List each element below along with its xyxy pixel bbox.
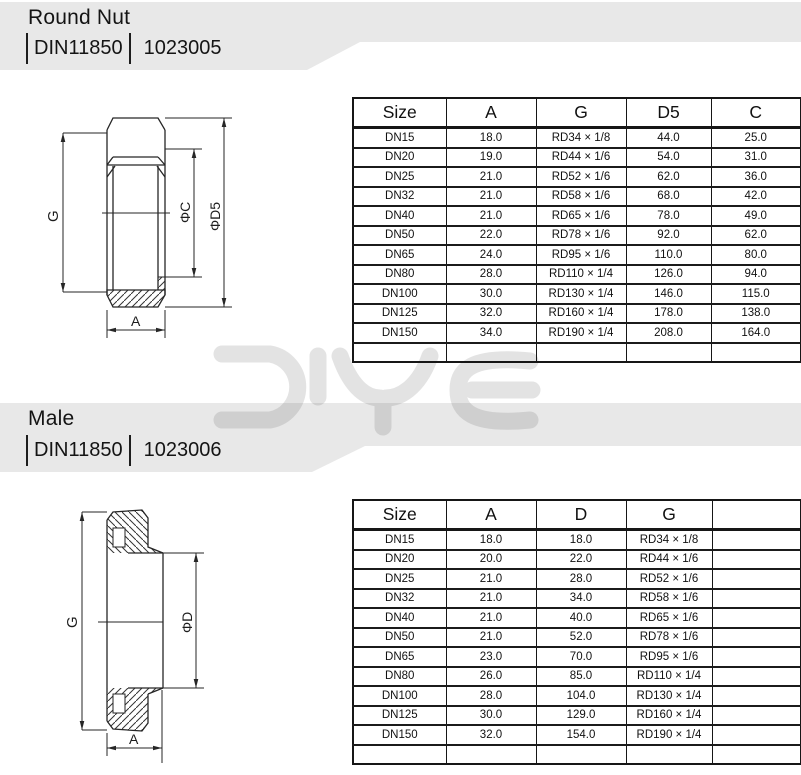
cell-d5: 62.0 <box>626 167 711 187</box>
cell-g: RD110 × 1/4 <box>536 265 626 285</box>
page-title: Round Nut <box>28 6 131 29</box>
cell-g: RD78 × 1/6 <box>536 226 626 246</box>
cell-c: 62.0 <box>711 226 801 246</box>
cell-d5: 110.0 <box>626 245 711 265</box>
cell-a: 20.0 <box>446 550 536 570</box>
cell-a: 18.0 <box>446 128 536 148</box>
cell-size: DN25 <box>353 167 446 187</box>
dim-label-d: ΦD <box>179 611 195 633</box>
cell-a: 18.0 <box>446 530 536 550</box>
col-header-a: A <box>446 98 536 128</box>
product-code-line <box>26 33 227 64</box>
col-header-d: D <box>536 500 626 530</box>
cell-d5: 68.0 <box>626 187 711 207</box>
cell-empty <box>712 745 801 765</box>
cell-d: 40.0 <box>536 608 626 628</box>
male-dimension-table <box>352 499 801 765</box>
cell-size: DN125 <box>353 706 446 726</box>
cell-d5: 146.0 <box>626 284 711 304</box>
cell-g: RD160 × 1/4 <box>536 304 626 324</box>
col-header-c: C <box>711 98 801 128</box>
table-header-row <box>353 98 801 128</box>
round-nut-drawing <box>40 105 245 350</box>
male-drawing <box>45 505 230 775</box>
cell-a: 21.0 <box>446 206 536 226</box>
product-code-line <box>26 435 227 466</box>
cell-a: 26.0 <box>446 667 536 687</box>
cell-size: DN50 <box>353 226 446 246</box>
table-row <box>353 187 801 207</box>
dim-label-a: A <box>129 731 139 747</box>
cell-c: 94.0 <box>711 265 801 285</box>
cell-d: 22.0 <box>536 550 626 570</box>
cell-a: 30.0 <box>446 284 536 304</box>
cell-c: 138.0 <box>711 304 801 324</box>
cell-size: DN25 <box>353 569 446 589</box>
col-header-d5: D5 <box>626 98 711 128</box>
table-row <box>353 323 801 343</box>
cell-g: RD52 × 1/6 <box>626 569 712 589</box>
cell-size: DN40 <box>353 608 446 628</box>
cell-a: 32.0 <box>446 304 536 324</box>
dim-label-a: A <box>131 313 141 329</box>
cell-g: RD34 × 1/8 <box>626 530 712 550</box>
cell-size: DN150 <box>353 323 446 343</box>
cell-size: DN20 <box>353 550 446 570</box>
table-row <box>353 265 801 285</box>
cell-size: DN20 <box>353 148 446 168</box>
table-row <box>353 226 801 246</box>
cell-g: RD44 × 1/6 <box>536 148 626 168</box>
cell-d5: 208.0 <box>626 323 711 343</box>
dimension-g <box>82 512 107 730</box>
cell-g: RD95 × 1/6 <box>626 647 712 667</box>
cell-empty <box>712 608 801 628</box>
section-title-male: Male <box>28 407 75 430</box>
cell-g: RD190 × 1/4 <box>626 725 712 745</box>
cell-a: 21.0 <box>446 628 536 648</box>
cell-a: 34.0 <box>446 323 536 343</box>
cell-c: 42.0 <box>711 187 801 207</box>
table-row <box>353 725 801 745</box>
watermark-letter-d <box>222 354 298 420</box>
cell-c: 115.0 <box>711 284 801 304</box>
cell-g <box>626 745 712 765</box>
cell-empty <box>712 706 801 726</box>
cell-a: 30.0 <box>446 706 536 726</box>
col-header-size: Size <box>353 98 446 128</box>
table-row <box>353 343 801 363</box>
cell-size: DN32 <box>353 187 446 207</box>
cell-g: RD58 × 1/6 <box>626 589 712 609</box>
cell-empty <box>712 647 801 667</box>
cell-d5: 54.0 <box>626 148 711 168</box>
cell-size: DN80 <box>353 265 446 285</box>
col-header-g: G <box>626 500 712 530</box>
cell-empty <box>712 686 801 706</box>
cell-g: RD110 × 1/4 <box>626 667 712 687</box>
cell-c: 49.0 <box>711 206 801 226</box>
cell-d: 70.0 <box>536 647 626 667</box>
cell-g: RD52 × 1/6 <box>536 167 626 187</box>
cell-size: DN125 <box>353 304 446 324</box>
cell-d: 18.0 <box>536 530 626 550</box>
table-row <box>353 167 801 187</box>
cell-size <box>353 343 446 363</box>
cell-size: DN80 <box>353 667 446 687</box>
cell-d: 129.0 <box>536 706 626 726</box>
cell-a: 32.0 <box>446 725 536 745</box>
dim-label-g: G <box>64 616 81 628</box>
cell-d5: 78.0 <box>626 206 711 226</box>
col-header-size: Size <box>353 500 446 530</box>
cell-size: DN65 <box>353 647 446 667</box>
table-row <box>353 745 801 765</box>
cell-d: 154.0 <box>536 725 626 745</box>
watermark-letter-e <box>458 360 532 422</box>
cell-d: 52.0 <box>536 628 626 648</box>
cell-empty <box>712 569 801 589</box>
cell-empty <box>712 725 801 745</box>
table-row <box>353 206 801 226</box>
col-header-a: A <box>446 500 536 530</box>
table-row <box>353 284 801 304</box>
table-row <box>353 647 801 667</box>
cell-size: DN100 <box>353 284 446 304</box>
cell-empty <box>712 667 801 687</box>
cell-empty <box>712 628 801 648</box>
cell-g: RD160 × 1/4 <box>626 706 712 726</box>
table-row <box>353 530 801 550</box>
cell-a: 21.0 <box>446 569 536 589</box>
cell-a <box>446 343 536 363</box>
article-number: 1023006 <box>143 439 222 461</box>
cell-g: RD130 × 1/4 <box>626 686 712 706</box>
table-row <box>353 608 801 628</box>
cell-size: DN150 <box>353 725 446 745</box>
cell-a: 28.0 <box>446 686 536 706</box>
cell-g <box>536 343 626 363</box>
table-row <box>353 550 801 570</box>
cell-size: DN65 <box>353 245 446 265</box>
cell-g: RD95 × 1/6 <box>536 245 626 265</box>
table-row <box>353 686 801 706</box>
cell-d: 28.0 <box>536 569 626 589</box>
cell-c <box>711 343 801 363</box>
col-header-g: G <box>536 98 626 128</box>
standard-label: DIN11850 <box>34 37 123 59</box>
cell-g: RD78 × 1/6 <box>626 628 712 648</box>
cell-a: 21.0 <box>446 608 536 628</box>
cell-d: 34.0 <box>536 589 626 609</box>
table-row <box>353 148 801 168</box>
cell-c: 80.0 <box>711 245 801 265</box>
dim-label-c: ΦC <box>177 201 193 223</box>
cell-g: RD58 × 1/6 <box>536 187 626 207</box>
cell-a: 21.0 <box>446 167 536 187</box>
cell-size: DN32 <box>353 589 446 609</box>
table-row <box>353 628 801 648</box>
dim-label-d5: ΦD5 <box>207 201 223 231</box>
cell-d <box>536 745 626 765</box>
cell-d: 104.0 <box>536 686 626 706</box>
cell-empty <box>712 550 801 570</box>
cell-size: DN15 <box>353 128 446 148</box>
cell-size <box>353 745 446 765</box>
cell-g: RD65 × 1/6 <box>536 206 626 226</box>
col-header-empty <box>712 500 801 530</box>
cell-d5 <box>626 343 711 363</box>
cell-empty <box>712 589 801 609</box>
dim-label-g: G <box>45 210 62 222</box>
cell-a: 28.0 <box>446 265 536 285</box>
cell-size: DN15 <box>353 530 446 550</box>
table-row <box>353 128 801 148</box>
cell-g: RD190 × 1/4 <box>536 323 626 343</box>
table-row <box>353 706 801 726</box>
table-row <box>353 667 801 687</box>
cell-d5: 44.0 <box>626 128 711 148</box>
cell-d5: 178.0 <box>626 304 711 324</box>
round-nut-dimension-table <box>352 97 801 363</box>
cell-size: DN40 <box>353 206 446 226</box>
cell-a: 24.0 <box>446 245 536 265</box>
cell-d: 85.0 <box>536 667 626 687</box>
cell-c: 164.0 <box>711 323 801 343</box>
cell-a: 19.0 <box>446 148 536 168</box>
cell-d5: 126.0 <box>626 265 711 285</box>
cell-c: 31.0 <box>711 148 801 168</box>
cell-g: RD44 × 1/6 <box>626 550 712 570</box>
table-row <box>353 569 801 589</box>
cell-d5: 92.0 <box>626 226 711 246</box>
cell-a: 21.0 <box>446 589 536 609</box>
table-header-row <box>353 500 801 530</box>
cell-c: 36.0 <box>711 167 801 187</box>
standard-label: DIN11850 <box>34 439 123 461</box>
dimension-g <box>63 133 107 292</box>
cell-a: 21.0 <box>446 187 536 207</box>
cell-g: RD130 × 1/4 <box>536 284 626 304</box>
watermark-letter-y <box>340 356 430 427</box>
cell-size: DN100 <box>353 686 446 706</box>
table-row <box>353 589 801 609</box>
table-row <box>353 304 801 324</box>
cell-size: DN50 <box>353 628 446 648</box>
table-row <box>353 245 801 265</box>
article-number: 1023005 <box>143 37 222 59</box>
cell-a: 23.0 <box>446 647 536 667</box>
cell-g: RD34 × 1/8 <box>536 128 626 148</box>
cell-a: 22.0 <box>446 226 536 246</box>
cell-g: RD65 × 1/6 <box>626 608 712 628</box>
cell-empty <box>712 530 801 550</box>
cell-c: 25.0 <box>711 128 801 148</box>
cell-a <box>446 745 536 765</box>
